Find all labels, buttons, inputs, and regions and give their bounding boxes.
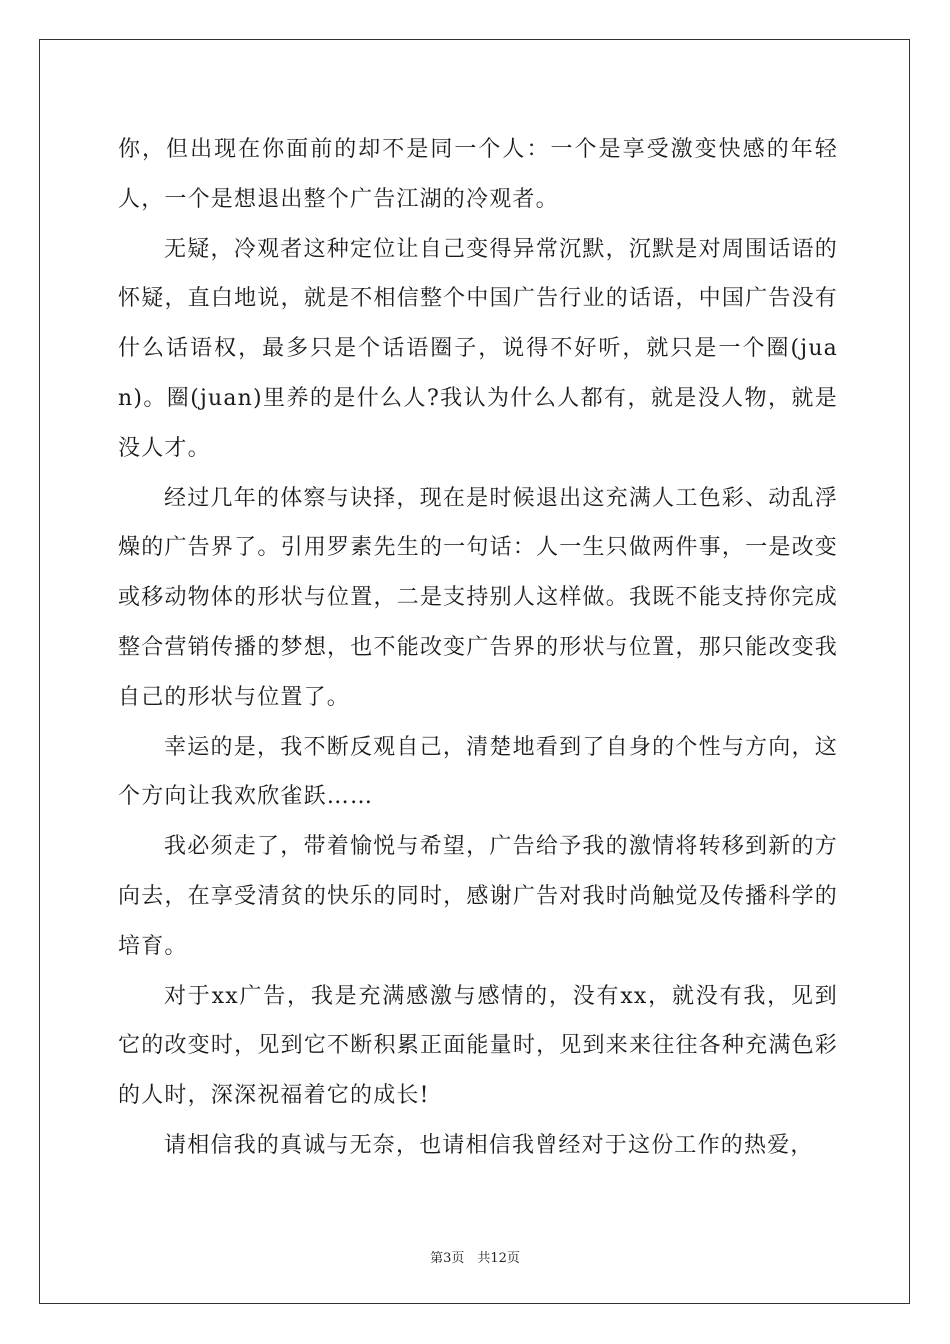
page-number-footer: 第3页 共12页 <box>430 1251 520 1266</box>
paragraph: 请相信我的真诚与无奈，也请相信我曾经对于这份工作的热爱， <box>164 1132 814 1158</box>
paragraph: 幸运的是，我不断反观自己，清楚地看到了自身的个性与方向，这个方向让我欢欣雀跃…… <box>118 734 838 810</box>
document-body <box>118 125 838 1171</box>
paragraph: 我必须走了，带着愉悦与希望，广告给予我的激情将转移到新的方向去，在享受清贫的快乐的同时，感谢广告对我时尚触觉及传播科学的培育。 <box>118 834 838 959</box>
paragraph: 对于xx广告，我是充满感激与感情的，没有xx，就没有我，见到它的改变时，见到它不断积累正面能量时，见到来来往往各种充满色彩的人时，深深祝福着它的成长! <box>118 983 838 1109</box>
paragraph: 无疑，冷观者这种定位让自己变得异常沉默，沉默是对周围话语的怀疑，直白地说，就是不相信整个中国广告行业的话语，中国广告没有什么话语权，最多只是个话语圈子，说得不好听，就只是一个圈(juan)。圈(juan)里养的是什么人?我认为什么人都有，就是没人物，就是没人才。 <box>118 236 838 461</box>
paragraph-continued: 你，但出现在你面前的却不是同一个人：一个是享受激变快感的年轻人，一个是想退出整个广告江湖的冷观者。 <box>118 137 838 212</box>
paragraph: 经过几年的体察与诀择，现在是时候退出这充满人工色彩、动乱浮燥的广告界了。引用罗素先生的一句话：人一生只做两件事，一是改变或移动物体的形状与位置，二是支持别人这样做。我既不能支持你完成整合营销传播的梦想，也不能改变广告界的形状与位置，那只能改变我自己的形状与位置了。 <box>118 485 838 710</box>
